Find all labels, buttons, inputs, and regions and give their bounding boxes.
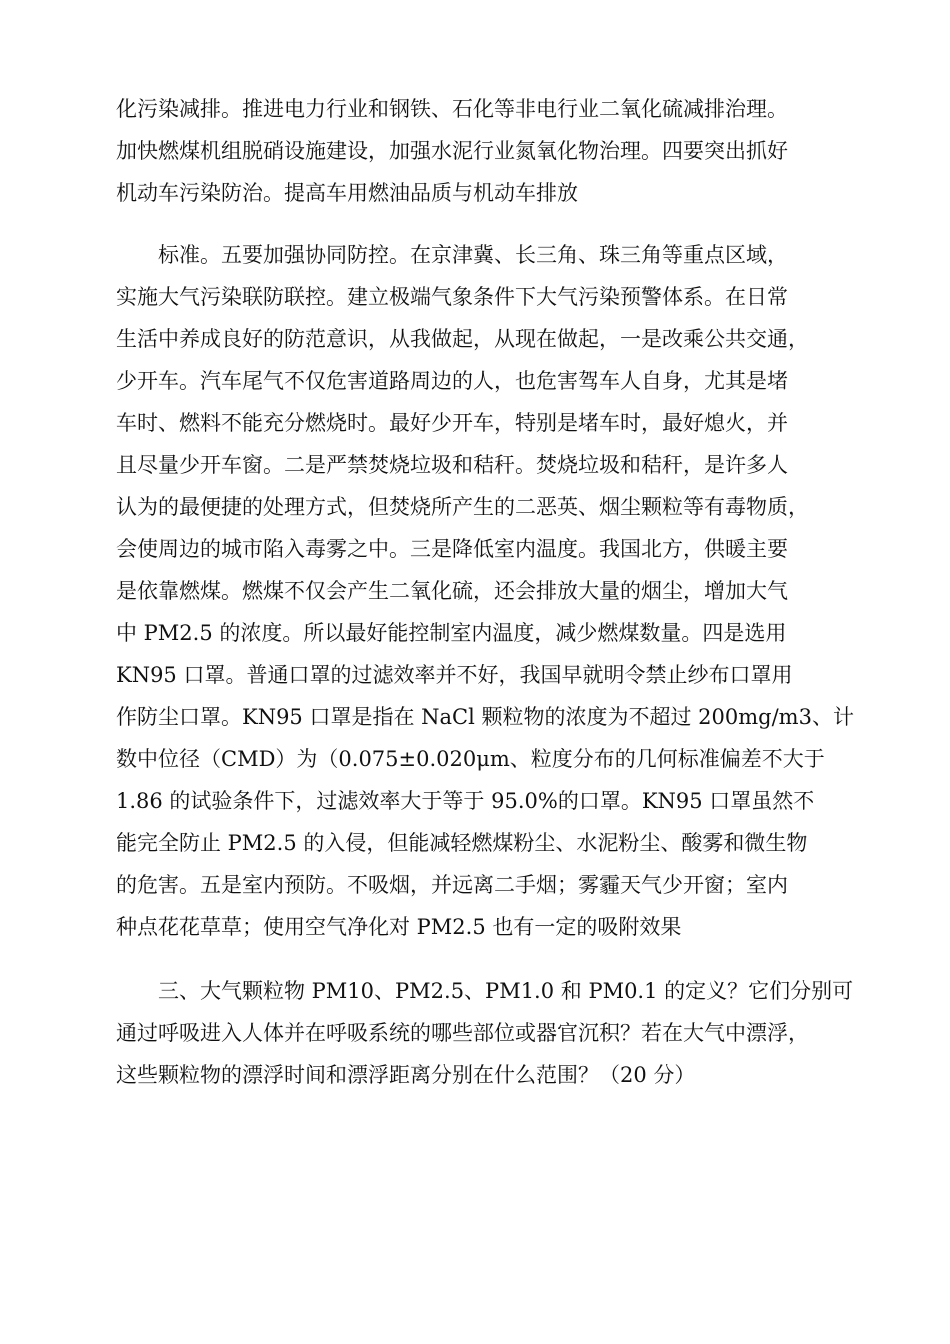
text-line: 是依靠燃煤。燃煤不仅会产生二氧化硫，还会排放大量的烟尘，增加大气 — [116, 579, 788, 603]
text-line: 机动车污染防治。提高车用燃油品质与机动车排放 — [116, 181, 578, 205]
text-line: 数中位径（CMD）为（0.075±0.020μm、粒度分布的几何标准偏差不大于 — [116, 747, 825, 771]
text-line: 中 PM2.5 的浓度。所以最好能控制室内温度，减少燃煤数量。四是选用 — [116, 621, 787, 645]
text-line: 加快燃煤机组脱硝设施建设，加强水泥行业氮氧化物治理。四要突出抓好 — [116, 139, 788, 163]
text-line: 且尽量少开车窗。二是严禁焚烧垃圾和秸秆。焚烧垃圾和秸秆，是许多人 — [116, 453, 788, 477]
text-line: 作防尘口罩。KN95 口罩是指在 NaCl 颗粒物的浓度为不超过 200mg/m3、计 — [116, 705, 854, 729]
text-line: 种点花花草草；使用空气净化对 PM2.5 也有一定的吸附效果 — [116, 915, 682, 939]
text-line: 化污染减排。推进电力行业和钢铁、石化等非电行业二氧化硫减排治理。 — [116, 97, 788, 121]
text-line: 认为的最便捷的处理方式，但焚烧所产生的二恶英、烟尘颗粒等有毒物质， — [116, 495, 809, 519]
text-line: 的危害。五是室内预防。不吸烟，并远离二手烟；雾霾天气少开窗；室内 — [116, 873, 788, 897]
text-line: 实施大气污染联防联控。建立极端气象条件下大气污染预警体系。在日常 — [116, 285, 788, 309]
text-line: 这些颗粒物的漂浮时间和漂浮距离分别在什么范围？（20 分） — [116, 1063, 696, 1087]
text-line: KN95 口罩。普通口罩的过滤效率并不好，我国早就明令禁止纱布口罩用 — [116, 663, 793, 687]
text-line: 能完全防止 PM2.5 的入侵，但能减轻燃煤粉尘、水泥粉尘、酸雾和微生物 — [116, 831, 808, 855]
text-line: 会使周边的城市陷入毒雾之中。三是降低室内温度。我国北方，供暖主要 — [116, 537, 788, 561]
text-line: 三、大气颗粒物 PM10、PM2.5、PM1.0 和 PM0.1 的定义？它们分别可 — [158, 979, 854, 1003]
text-line: 通过呼吸进入人体并在呼吸系统的哪些部位或器官沉积？若在大气中漂浮， — [116, 1021, 809, 1045]
text-line: 标准。五要加强协同防控。在京津冀、长三角、珠三角等重点区域， — [158, 243, 788, 267]
text-line: 生活中养成良好的防范意识，从我做起，从现在做起，一是改乘公共交通， — [116, 327, 809, 351]
text-line: 1.86 的试验条件下，过滤效率大于等于 95.0%的口罩。KN95 口罩虽然不 — [116, 789, 815, 813]
text-line: 少开车。汽车尾气不仅危害道路周边的人，也危害驾车人自身，尤其是堵 — [116, 369, 788, 393]
text-line: 车时、燃料不能充分燃烧时。最好少开车，特别是堵车时，最好熄火，并 — [116, 411, 788, 435]
